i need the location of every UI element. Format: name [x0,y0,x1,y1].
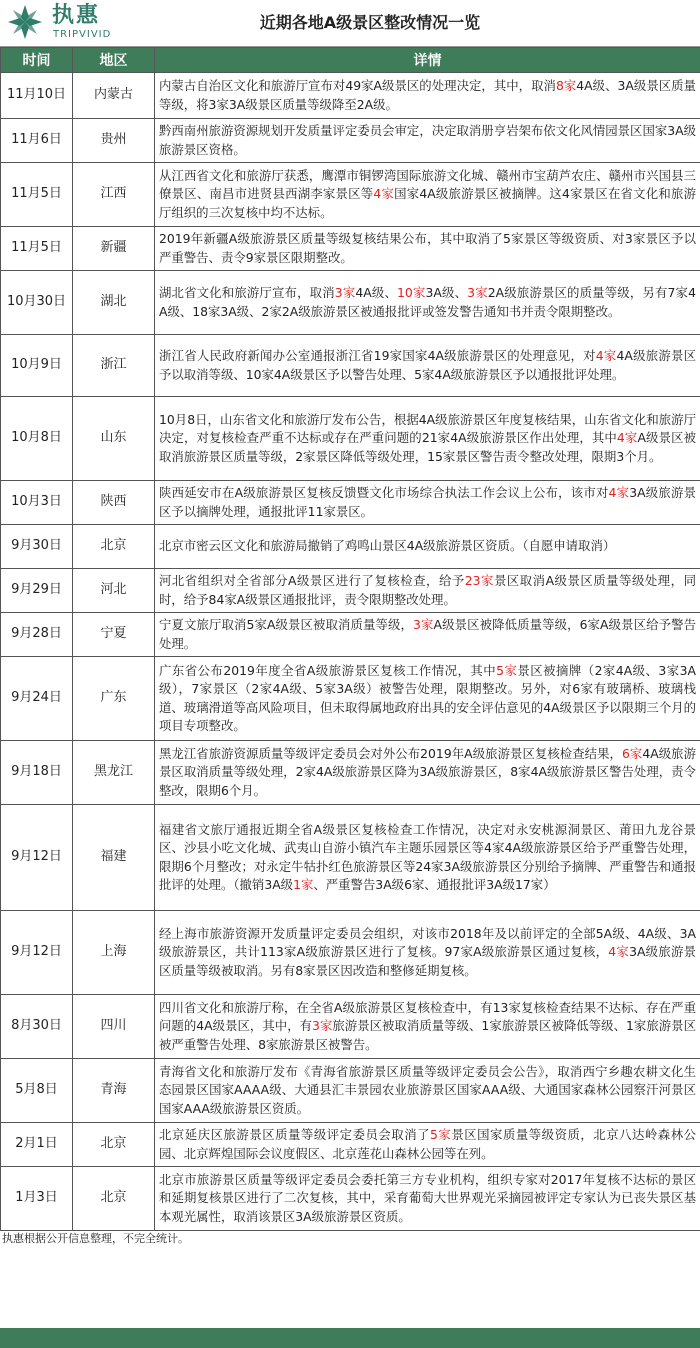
detail-text: 2A级旅游景区的质量等级，另有7家4A级、18家3A级、2家2A级旅游景区被通报批评或签发警告通知书并责令限期整改。 [159,285,696,319]
highlight-count: 23家 [464,573,494,589]
detail-text: 3A级、 [425,285,468,301]
detail-text: 四川省文化和旅游厅称，在全省A级旅游景区复核检查中，有13家复核检查结果不达标、存在严重问题的4A级景区，其中，有 [159,999,696,1034]
date-cell: 9月30日 [1,525,73,569]
detail-cell [155,481,700,525]
detail-cell [155,227,700,271]
highlight-count: 5家 [430,1127,452,1143]
detail-text: 、严重警告3A级6家、通报批评3A级17家） [313,876,556,892]
detail-text: 黑龙江省旅游资源质量等级评定委员会对外公布2019年A级旅游景区复核检查结果， [159,745,622,761]
detail-text: 青海省文化和旅游厅发布《青海省旅游景区质量等级评定委员会公告》，取消西宁乡趣农耕文化生态园景区国家AAAA级、大通县汇丰景园农业旅游景区国家AAA级、大通国家森林公园察汗河景区国家AAA级旅游景区资质。 [159,1063,696,1116]
date-cell: 1月3日 [1,1167,73,1231]
detail-cell [155,525,700,569]
highlight-count: 4家 [616,430,638,446]
detail-text: 4A级旅游景区予以取消等级、10家4A级景区予以警告处理、5家4A级旅游景区予以通报批评处理。 [159,348,696,382]
date-cell: 11月10日 [1,73,73,119]
detail-cell [155,995,700,1059]
detail-text: 景区取消A级景区质量等级处理，同时，给予84家A级景区通报批评，责令限期整改处理。 [159,573,696,607]
date-cell: 9月18日 [1,741,73,805]
table-row [1,271,700,335]
region-cell: 湖北 [73,271,155,335]
detail-text: 陕西延安市在A级旅游景区复核反馈暨文化市场综合执法工作会议上公布，该市对 [159,485,609,501]
detail-cell [155,73,700,119]
table-body [1,73,700,1231]
date-cell: 5月8日 [1,1059,73,1123]
region-cell: 青海 [73,1059,155,1123]
date-cell: 10月30日 [1,271,73,335]
table-row [1,163,700,227]
detail-text: 广东省公布2019年度全省A级旅游景区复核工作情况，其中 [159,662,497,678]
highlight-count: 1家 [293,876,314,892]
date-cell: 9月12日 [1,805,73,911]
region-cell: 新疆 [73,227,155,271]
detail-text: 从江西省文化和旅游厅获悉，鹰潭市铜锣湾国际旅游文化城、赣州市宝葫芦农庄、赣州市兴国县三僚景区、南昌市进贤县西湖李家景区等 [159,167,696,202]
highlight-count: 3家 [312,1018,333,1034]
detail-text: 北京市密云区文化和旅游局撤销了鸡鸣山景区4A级旅游景区资质。（自愿申请取消） [159,538,616,554]
highlight-count: 4家 [373,186,395,202]
detail-text: 浙江省人民政府新闻办公室通报浙江省19家国家4A级旅游景区的处理意见，对 [159,348,596,364]
table-row [1,119,700,163]
table-row [1,227,700,271]
detail-cell [155,163,700,227]
table-row [1,805,700,911]
region-cell: 浙江 [73,335,155,397]
table-row [1,73,700,119]
page-title: 近期各地A级景区整改情况一览 [259,13,481,32]
detail-cell [155,911,700,995]
region-cell: 北京 [73,1167,155,1231]
detail-cell [155,1059,700,1123]
region-cell: 上海 [73,911,155,995]
table-row [1,741,700,805]
region-cell: 四川 [73,995,155,1059]
detail-cell [155,805,700,911]
detail-text: 3A级旅游景区予以摘牌处理，通报批评11家景区。 [159,485,696,519]
region-cell: 北京 [73,525,155,569]
region-cell: 福建 [73,805,155,911]
detail-text: 3A级旅游景区质量等级被取消。另有8家景区因改造和整修延期复核。 [159,944,696,978]
date-cell: 11月5日 [1,227,73,271]
detail-text: 福建省文旅厅通报近期全省A级景区复核检查工作情况，决定对永安桃源洞景区、莆田九龙谷景区、沙县小吃文化城、武夷山自游小镇汽车主题乐园景区等4家4A级旅游景区给予严重警告处理，限期6个月整改；对永定牛牯扑红色旅游景区等24家3A级旅游景区分别给予摘牌、严重警告和通报批评的处理。（撤销3A级 [159,821,696,892]
highlight-count: 3家 [467,285,488,301]
table-row [1,481,700,525]
highlight-count: 10家 [397,285,426,301]
highlight-count: 3家 [413,617,434,633]
date-cell: 9月24日 [1,657,73,741]
detail-text: 旅游景区被取消质量等级、1家旅游景区被降低等级、1家旅游景区被严重警告处理、8家旅游景区被警告。 [159,1018,696,1052]
column-header-region: 地区 [73,48,155,73]
brand-name: 执惠 [52,3,101,28]
region-cell: 河北 [73,569,155,613]
column-header-detail: 详情 [155,48,700,73]
highlight-count: 8家 [555,78,577,94]
header [0,0,700,47]
date-cell: 2月1日 [1,1123,73,1167]
region-cell: 贵州 [73,119,155,163]
region-cell: 内蒙古 [73,73,155,119]
table-row [1,397,700,481]
detail-cell [155,1167,700,1231]
detail-text: 国家4A级旅游景区被摘牌。这4家景区在省文化和旅游厅组织的三次复核中均不达标。 [159,186,697,220]
date-cell: 11月6日 [1,119,73,163]
detail-text: 黔西南州旅游资源规划开发质量评定委员会审定，决定取消册亨岩架布依文化风情园景区国家3A级旅游景区资格。 [159,123,696,157]
table-row [1,569,700,613]
highlight-count: 3家 [334,285,356,301]
detail-cell [155,397,700,481]
detail-cell [155,657,700,741]
region-cell: 陕西 [73,481,155,525]
highlight-count: 5家 [496,662,518,678]
bottom-bar [0,1328,700,1348]
detail-text: 10月8日，山东省文化和旅游厅发布公告，根据4A级旅游景区年度复核结果，山东省文化和旅游厅决定，对复核检查严重不达标或存在严重问题的21家4A级旅游景区作出处理，其中 [159,411,696,446]
date-cell: 10月9日 [1,335,73,397]
detail-cell [155,119,700,163]
footnote: 执惠根据公开信息整理，不完全统计。 [2,1232,189,1245]
date-cell: 9月12日 [1,911,73,995]
detail-cell [155,335,700,397]
region-cell: 江西 [73,163,155,227]
date-cell: 10月3日 [1,481,73,525]
detail-cell [155,613,700,657]
table-row [1,657,700,741]
table-row [1,1123,700,1167]
detail-text: 2019年新疆A级旅游景区质量等级复核结果公布，其中取消了5家景区等级资质、对3家景区予以严重警告、责令9家景区限期整改。 [159,231,696,265]
detail-text: A级景区被取消旅游景区质量等级，2家景区降低等级处理，15家景区警告责令整改处理，限期3个月。 [159,430,696,464]
table-header-row [1,48,700,73]
region-cell: 山东 [73,397,155,481]
table-row [1,1059,700,1123]
region-cell: 黑龙江 [73,741,155,805]
highlight-count: 4家 [608,944,630,960]
detail-text: A级景区被降低质量等级，6家A级景区给予警告处理。 [159,617,697,651]
detail-cell [155,271,700,335]
date-cell: 9月28日 [1,613,73,657]
column-header-date: 时间 [1,48,73,73]
detail-cell [155,569,700,613]
region-cell: 北京 [73,1123,155,1167]
detail-text: 景区国家质量等级资质，北京八达岭森林公园、北京辉煌国际会议度假区、北京莲花山森林公园等在列。 [159,1127,697,1161]
table-row [1,911,700,995]
date-cell: 10月8日 [1,397,73,481]
brand-sub: TRIPVIVID [53,29,112,40]
detail-text: 内蒙古自治区文化和旅游厅宣布对49家A级景区的处理决定，其中，取消 [159,78,556,94]
date-cell: 8月30日 [1,995,73,1059]
table-row [1,995,700,1059]
detail-text: 经上海市旅游资源开发质量评定委员会组织，对该市2018年及以前评定的全部5A级、4A级、3A级旅游景区，共计113家A级旅游景区进行了复核。97家A级旅游景区通过复核， [159,925,696,960]
highlight-count: 6家 [621,745,643,761]
detail-text: 景区被摘牌（2家4A级、3家3A级），7家景区（2家4A级、5家3A级）被警告处理，限期整改。另外，对6家有玻璃桥、玻璃栈道、玻璃滑道等高风险项目，但未取得属地政府出具的安全评估意见的4A级景区予以限期三个月的项目专项整改。 [159,662,696,733]
detail-text: 湖北省文化和旅游厅宣布，取消 [159,285,335,301]
highlight-count: 4家 [595,348,617,364]
table-row [1,335,700,397]
detail-text: 4A级旅游景区取消质量等级处理，2家4A级旅游景区降为3A级旅游景区，8家4A级旅游景区警告处理，责令整改，限期6个月。 [159,745,696,798]
detail-cell [155,1123,700,1167]
detail-text: 北京市旅游景区质量等级评定委员会委托第三方专业机构，组织专家对2017年复核不达标的景区和延期复核景区进行了二次复核，其中，采育葡萄大世界观光采摘园被评定专家认为已丧失景区基本观光属性，取消该景区3A级旅游景区资质。 [159,1171,696,1224]
date-cell: 11月5日 [1,163,73,227]
detail-text: 北京延庆区旅游景区质量等级评定委员会取消了 [159,1127,431,1143]
table-row [1,1167,700,1231]
detail-text: 河北省组织对全省部分A级景区进行了复核检查，给予 [159,573,465,589]
region-cell: 宁夏 [73,613,155,657]
detail-text: 4A级、 [355,285,398,301]
date-cell: 9月29日 [1,569,73,613]
detail-text: 4A级、3A级景区质量等级，将3家3A级景区质量等级降至2A级。 [159,78,696,112]
rectification-table [0,47,700,1231]
detail-text: 宁夏文旅厅取消5家A级景区被取消质量等级， [159,617,414,633]
region-cell: 广东 [73,657,155,741]
highlight-count: 4家 [608,485,630,501]
detail-cell [155,741,700,805]
table-row [1,613,700,657]
table-row [1,525,700,569]
